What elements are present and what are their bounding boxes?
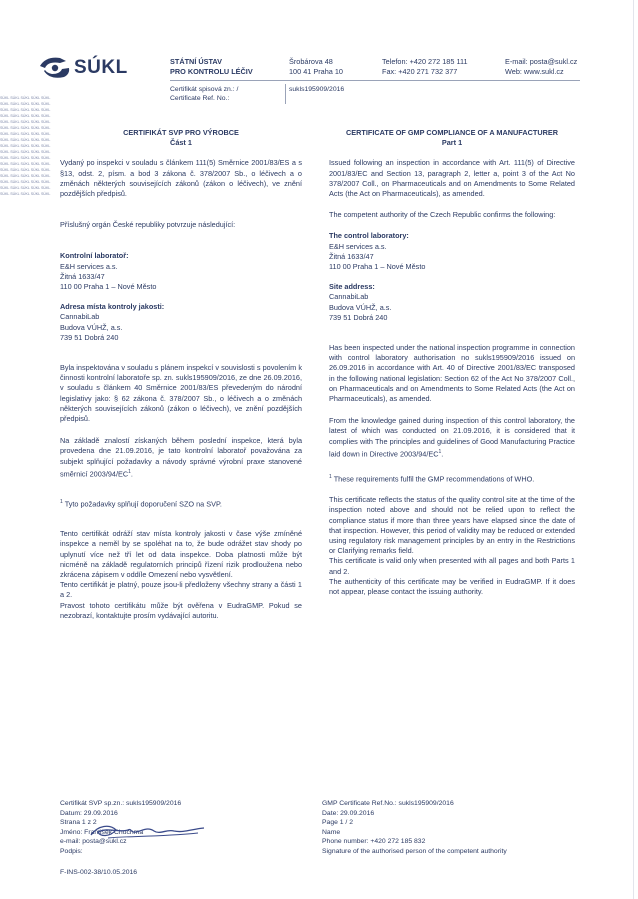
- logo-text: SÚKL: [74, 57, 128, 78]
- cz-site-label: Adresa místa kontroly jakosti:: [60, 302, 165, 312]
- cz-knowledge: Na základě znalostí získaných během poslední inspekce, která byla provedena dne 21.09.2016, je tato kontrolní laboratoř považována za subjekt splňující požadavky a návody správné výrobní praxe stanovené směrnicí $2003/94/EC^1$.: [60, 436, 302, 479]
- cz-footer-name: Jméno: František Chuchma: [60, 828, 144, 836]
- cz-lab-line3: 110 00 Praha 1 – Nové Město: [60, 282, 157, 292]
- czech-column: [60, 128, 302, 621]
- cz-footer-ref: Certifikát SVP sp.zn.: sukls195909/2016: [60, 800, 182, 807]
- en-lab-label: The control laboratory:: [329, 231, 409, 241]
- cz-intro: Vydaný po inspekci v souladu s článkem 111(5) Směrnice 2001/83/ES a s §13, odst. 2, písm. a bod 3 zákona č. 378/2007 Sb., o léčivech a o změnách některých souvisejících zákonů (zákon o léčivech), ve znění pozdějších předpisů.: [60, 158, 302, 199]
- en-reflects: This certificate reflects the status of the quality control site at the time of the inspection noted above and should not be relied upon to reflect the compliance status if more than three years have elapsed since the date of that inspection. However, this period of validity may be reduced or extended using regulatory risk management principles by an entry in the Restrictions or Clarifying remarks field.: [329, 495, 575, 556]
- en-intro: Issued following an inspection in accordance with Art. 111(5) of Directive 2001/83/EC and Section 13, paragraph 2, letter a, point 3 of the Act No 378/2007 Coll., on Pharmaceuticals and on Amendments to Some Related Acts (the Act on Pharmaceuticals), as amended.: [329, 158, 575, 199]
- ref-label-cz: Certifikát spisová zn.: /: [170, 86, 239, 93]
- en-site-line2: Budova VÚHŽ, a.s.: [329, 302, 392, 312]
- cz-site-line2: Budova VÚHŽ, a.s.: [60, 322, 123, 332]
- en-knowledge: From the knowledge gained during inspection of this control laboratory, the latest of which was conducted on 21.09.2016, it is considered that it complies with The principles and guidelines of Good Manufacturing Practice laid down in Directive $2003/94/EC^1$.: [329, 416, 575, 459]
- en-footer-sign: Signature of the authorised person of the competent authority: [322, 847, 507, 855]
- email-text: E-mail: posta@sukl.cz: [505, 57, 578, 66]
- en-confirms: The competent authority of the Czech Republic confirms the following:: [329, 210, 556, 220]
- en-lab-line2: Žitná 1633/47: [329, 251, 374, 261]
- cz-reflects: Tento certifikát odráží stav místa kontroly jakosti v čase výše zmíněné inspekce a neměl by se spoléhat na to, že bude odrážet stav shody po uplynutí více než tří let od data inspekce. Doba platnosti může být nicméně na základě regulatorních principů řízení rizik prodloužena nebo zkrácena zápisem v oddíle Omezení nebo vysvětlení.: [60, 529, 302, 579]
- ref-value: sukls195909/2016: [289, 86, 345, 93]
- cz-confirms: Příslušný orgán České republiky potvrzuje následující:: [60, 220, 236, 230]
- en-footnote: $^1$ These requirements fulfil the GMP recommendations of WHO.: [329, 473, 535, 483]
- fax-text: Fax: +420 271 732 377: [382, 67, 458, 76]
- phone-text: Telefon: +420 272 185 111: [382, 57, 468, 66]
- cz-valid: Tento certifikát je platný, pouze jsou-li předloženy všechny strany a části 1 a 2.: [60, 580, 302, 600]
- en-footer-name: Name: [322, 828, 341, 836]
- en-site-line3: 739 51 Dobrá 240: [329, 312, 388, 322]
- en-footer-ref: GMP Certificate Ref.No.: sukls195909/2016: [322, 800, 454, 807]
- cz-footer-sign: Podpis:: [60, 847, 83, 855]
- cz-footnote: $^1$ Tyto požadavky splňují doporučení SZO na SVP.: [60, 498, 222, 508]
- en-lab-line3: 110 00 Praha 1 – Nové Město: [329, 262, 426, 272]
- sukl-logo: [38, 52, 148, 86]
- address-line2: 100 41 Praha 10: [289, 67, 343, 76]
- en-footer-phone: Phone number: +420 272 185 832: [322, 838, 426, 846]
- header-rule: [170, 80, 580, 81]
- cz-site-line1: CannabiLab: [60, 312, 100, 322]
- ref-label-en: Certificate Ref. No.:: [170, 95, 230, 102]
- address-line1: Šrobárova 48: [289, 57, 333, 66]
- form-id: F-INS-002-38/10.05.2016: [60, 868, 138, 876]
- cz-lab-line2: Žitná 1633/47: [60, 271, 105, 281]
- web-text: Web: www.sukl.cz: [505, 67, 564, 76]
- english-column: [329, 128, 575, 597]
- cz-footer-page: Strana 1 z 2: [60, 819, 97, 827]
- page-edge: [633, 0, 634, 899]
- watermark-stripe: SÚKL SÚKL SÚKL SÚKL SÚKL SÚKL SÚKL SÚKL SÚKL SÚKL SÚKL SÚKL SÚKL SÚKL SÚKL SÚKL SÚKL SÚKL SÚKL SÚKL SÚKL SÚKL SÚKL SÚKL SÚKL SÚKL SÚKL SÚKL SÚKL SÚKL SÚKL SÚKL SÚKL SÚKL SÚKL SÚKL SÚKL SÚKL SÚKL SÚKL SÚKL SÚKL SÚKL SÚKL SÚKL SÚKL SÚKL SÚKL SÚKL SÚKL SÚKL SÚKL SÚKL SÚKL SÚKL SÚKL SÚKL SÚKL SÚKL SÚKL SÚKL SÚKL SÚKL SÚKL SÚKL SÚKL SÚKL SÚKL SÚKL SÚKL SÚKL SÚKL SÚKL SÚKL SÚKL SÚKL SÚKL SÚKL SÚKL SÚKL SÚKL SÚKL SÚKL SÚKL SÚKL: [0, 96, 51, 196]
- cz-authenticity: Pravost tohoto certifikátu může být ověřena v EudraGMP. Pokud se nezobrazí, kontaktujte prosím vydávající autoritu.: [60, 600, 302, 620]
- cz-footer-date: Datum: 29.09.2016: [60, 809, 118, 817]
- cz-part: Část 1: [170, 138, 192, 148]
- en-authenticity: The authenticity of this certificate may be verified in EudraGMP. If it does not appear, please contact the issuing authority.: [329, 576, 575, 596]
- en-valid: This certificate is valid only when presented with all pages and both Parts 1 and 2.: [329, 556, 575, 576]
- institute-line2: PRO KONTROLU LÉČIV: [170, 67, 253, 76]
- en-footer: [322, 799, 572, 857]
- cz-title: CERTIFIKÁT SVP PRO VÝROBCE: [123, 128, 239, 137]
- sukl-logo-icon: [38, 54, 72, 84]
- en-site-label: Site address:: [329, 282, 375, 292]
- institute-line1: STÁTNÍ ÚSTAV: [170, 57, 223, 66]
- en-footer-date: Date: 29.09.2016: [322, 809, 375, 817]
- cz-lab-line1: E&H services a.s.: [60, 261, 118, 271]
- en-lab-line1: E&H services a.s.: [329, 241, 387, 251]
- cz-footer-email: e-mail: posta@sukl.cz: [60, 838, 127, 846]
- cz-inspected: Byla inspektována v souladu s plánem inspekcí v souvislosti s povolením k činnosti kontrolní laboratoře sp. zn. sukls195909/2016, ze dne 26.09.2016, v souladu s článkem 40 Směrnice 2001/83/ES převedeným do národní legislativy jako: § 62 zákona č. 378/2007 Sb., o léčivech a o změnách některých souvisejících zákonů (zákon o léčivech), ve znění pozdějších předpisů.: [60, 363, 302, 424]
- cz-site-line3: 739 51 Dobrá 240: [60, 332, 119, 342]
- en-site-line1: CannabiLab: [329, 292, 369, 302]
- en-part: Part 1: [441, 138, 463, 148]
- signature-icon: [88, 821, 208, 843]
- en-footer-page: Page 1 / 2: [322, 819, 353, 827]
- en-inspected: Has been inspected under the national inspection programme in connection with control laboratory authorisation no sukls195909/2016 issued on 26.09.2016 in accordance with Art. 40 of Directive 2001/83/EC transposed in the following national legislation: Section 62 of the Act No 378/2007 Coll., on Pharmaceuticals and on Amendments to Some Related Acts (the Act on Pharmaceuticals), as amended.: [329, 343, 575, 404]
- ref-divider: [285, 84, 286, 104]
- en-title: CERTIFICATE OF GMP COMPLIANCE OF A MANUFACTURER: [345, 128, 558, 137]
- cz-lab-label: Kontrolní laboratoř:: [60, 251, 129, 261]
